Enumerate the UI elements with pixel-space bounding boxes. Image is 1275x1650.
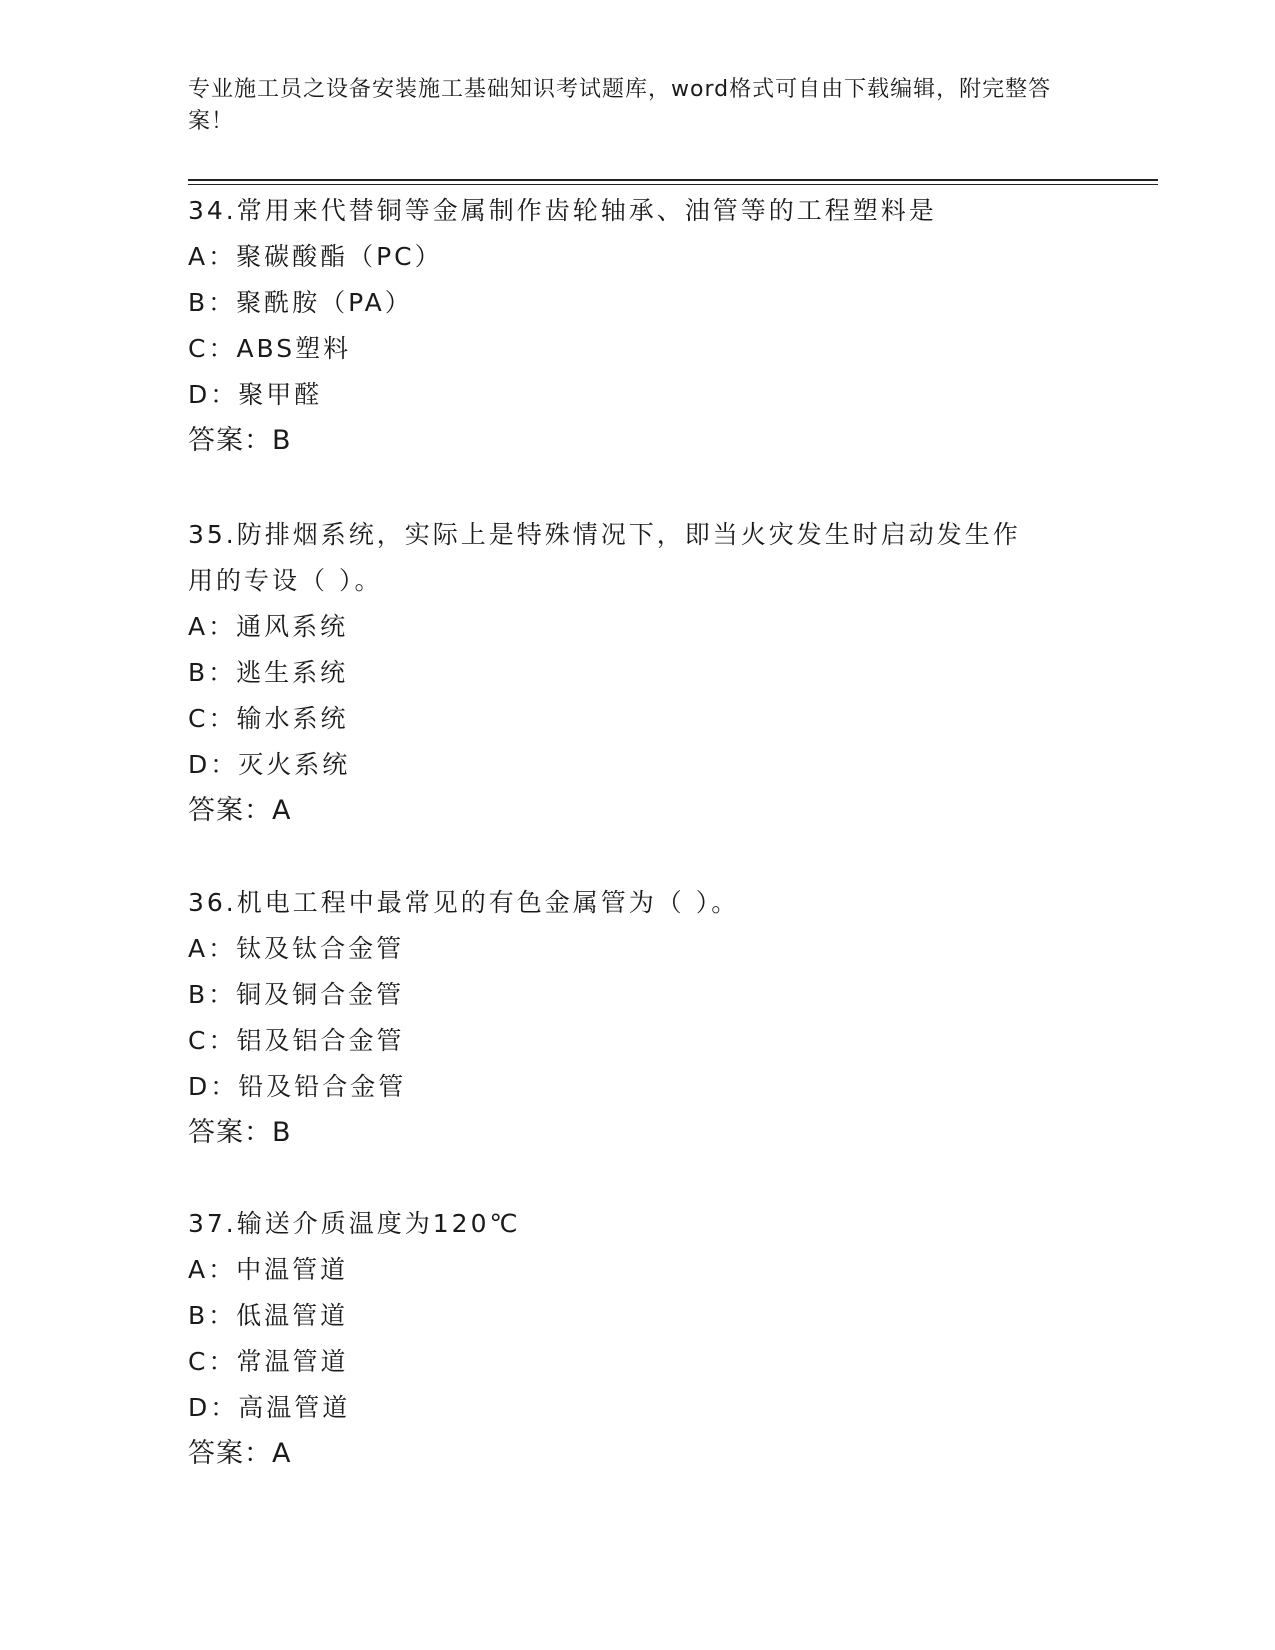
- option-c: C：ABS塑料: [188, 334, 352, 363]
- question-stem: 34.常用来代替铜等金属制作齿轮轴承、油管等的工程塑料是: [188, 196, 937, 225]
- answer: 答案：B: [188, 425, 292, 456]
- option-d: D：铅及铅合金管: [188, 1072, 407, 1101]
- answer: 答案：A: [188, 1438, 292, 1469]
- option-a: A：钛及钛合金管: [188, 934, 405, 963]
- question-37: [188, 1201, 1088, 1477]
- question-34: [188, 188, 1088, 464]
- option-b: B：逃生系统: [188, 658, 349, 687]
- header-divider-thin: [188, 184, 1158, 185]
- question-stem: 37.输送介质温度为120℃: [188, 1209, 521, 1238]
- header-divider-thick: [188, 179, 1158, 181]
- option-d: D：灭火系统: [188, 750, 351, 779]
- option-c: C：输水系统: [188, 704, 349, 733]
- option-a: A：通风系统: [188, 612, 349, 641]
- option-a: A：聚碳酸酯（PC）: [188, 242, 443, 271]
- option-b: B：低温管道: [188, 1301, 349, 1330]
- option-c: C：常温管道: [188, 1347, 349, 1376]
- option-d: D：聚甲醛: [188, 380, 323, 409]
- question-stem: 35.防排烟系统，实际上是特殊情况下，即当火灾发生时启动发生作用的专设（ ）。: [188, 520, 1021, 595]
- option-b: B：聚酰胺（PA）: [188, 288, 413, 317]
- question-36: [188, 880, 1088, 1156]
- option-b: B：铜及铜合金管: [188, 980, 405, 1009]
- option-a: A：中温管道: [188, 1255, 349, 1284]
- option-c: C：铝及铝合金管: [188, 1026, 405, 1055]
- answer: 答案：A: [188, 795, 292, 826]
- answer: 答案：B: [188, 1117, 292, 1148]
- question-stem: 36.机电工程中最常见的有色金属管为（ ）。: [188, 888, 740, 917]
- question-35: [188, 512, 1088, 834]
- document-header: 专业施工员之设备安装施工基础知识考试题库，word格式可自由下载编辑，附完整答案！: [188, 77, 1052, 134]
- option-d: D：高温管道: [188, 1393, 351, 1422]
